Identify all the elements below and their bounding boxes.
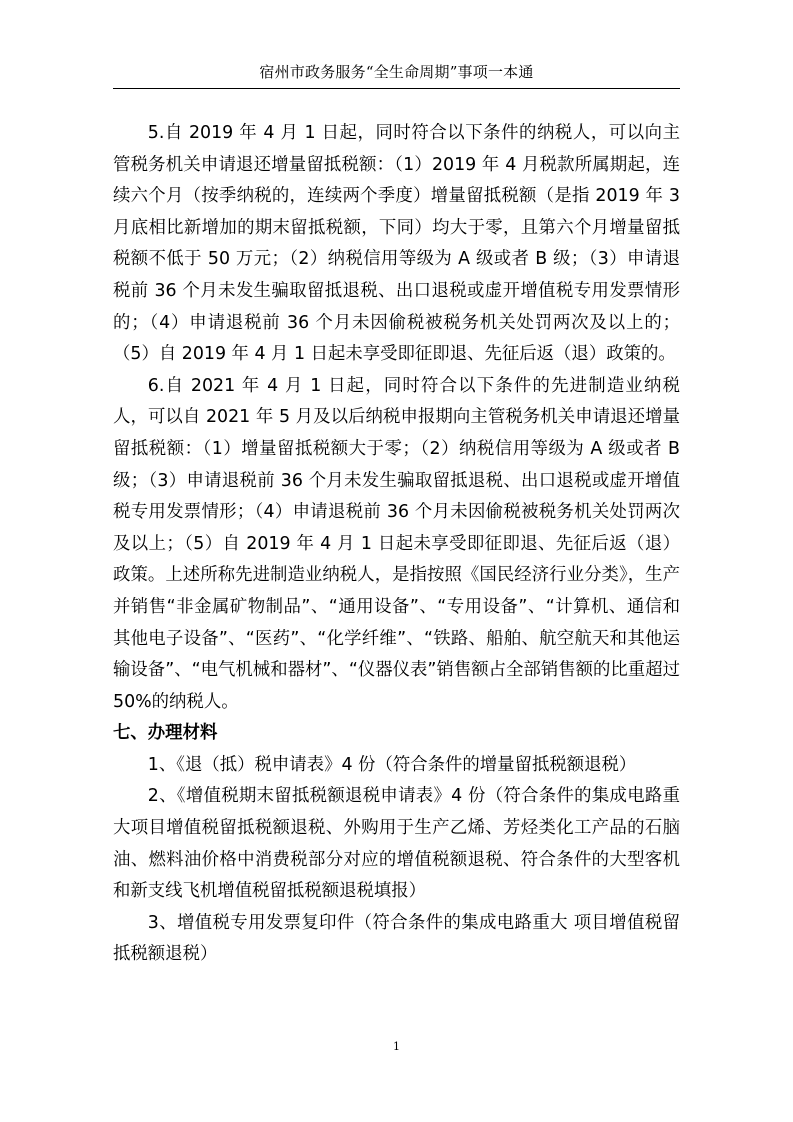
section-heading-materials: 七、办理材料: [113, 723, 218, 744]
header-divider: [113, 88, 680, 89]
page-header: 宿州市政务服务“全生命周期”事项一本通: [259, 63, 534, 81]
document-body: [113, 118, 680, 971]
materials-item-1: 1、《退（抵）税申请表》4 份（符合条件的增量留抵税额退税）: [147, 754, 637, 775]
paragraph-item-5: 5.自 2019 年 4 月 1 日起，同时符合以下条件的纳税人，可以向主管税务机关申请退还增量留抵税额：（1）2019 年 4 月税款所属期起，连续六个月（按季纳税的，连续两个季度）增量留抵税额（是指 2019 年 3 月底相比新增加的期末留抵税额，下同）均大于零，且第六个月增量留抵税额不低于 50 万元；（2）纳税信用等级为 A 级或者 B 级；（3）申请退税前 36 个月未发生骗取留抵退税、出口退税或虚开增值税专用发票情形的；（4）申请退税前 36 个月未因偷税被税务机关处罚两次及以上的；（5）自 2019 年 4 月 1 日起未享受即征即退、先征后返（退）政策的。: [113, 123, 680, 365]
materials-item-2: 2、《增值税期末留抵税额退税申请表》4 份（符合条件的集成电路重大项目增值税留抵税额退税、外购用于生产乙烯、芳烃类化工产品的石脑油、燃料油价格中消费税部分对应的增值税额退税、符合条件的大型客机和新支线飞机增值税留抵税额退税填报）: [113, 786, 680, 902]
materials-item-3: 3、增值税专用发票复印件（符合条件的集成电路重大 项目增值税留抵税额退税）: [113, 912, 680, 965]
page-number: 1: [393, 1040, 400, 1053]
paragraph-item-6: 6.自 2021 年 4 月 1 日起，同时符合以下条件的先进制造业纳税人，可以自 2021 年 5 月及以后纳税申报期向主管税务机关申请退还增量留抵税额：（1）增量留抵税额大于零；（2）纳税信用等级为 A 级或者 B 级；（3）申请退税前 36 个月未发生骗取留抵退税、出口退税或虚开增值税专用发票情形；（4）申请退税前 36 个月未因偷税被税务机关处罚两次及以上；（5）自 2019 年 4 月 1 日起未享受即征即退、先征后返（退）政策。上述所称先进制造业纳税人，是指按照《国民经济行业分类》，生产并销售“非金属矿物制品”、“通用设备”、“专用设备”、“计算机、通信和其他电子设备”、“医药”、“化学纤维”、“铁路、船舶、航空航天和其他运输设备”、“电气机械和器材”、“仪器仪表”销售额占全部销售额的比重超过 50%的纳税人。: [113, 375, 680, 712]
